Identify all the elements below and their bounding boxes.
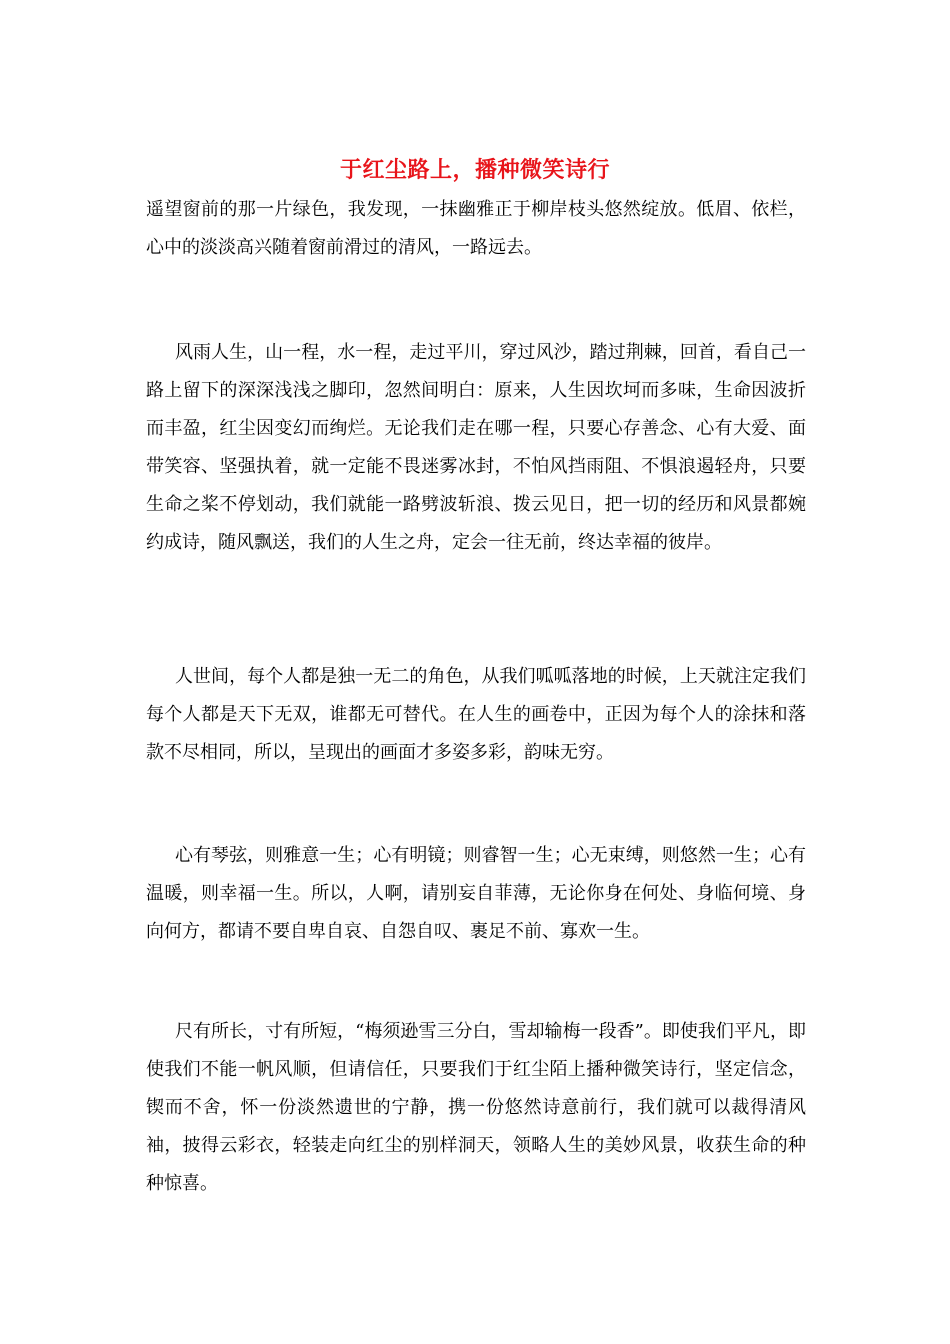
paragraph-1: 遥望窗前的那一片绿色，我发现，一抹幽雅正于柳岸枝头悠然绽放。低眉、依栏，心中的淡淡高兴随着窗前滑过的清风，一路远去。 [146, 199, 806, 258]
paragraph-2: 风雨人生，山一程，水一程，走过平川，穿过风沙，踏过荆棘，回首，看自己一路上留下的深深浅浅之脚印，忽然间明白：原来，人生因坎坷而多味，生命因波折而丰盈，红尘因变幻而绚烂。无论我们走在哪一程，只要心存善念、心有大爱、面带笑容、坚强执着，就一定能不畏迷雾冰封，不怕风挡雨阻、不惧浪遏轻舟，只要生命之桨不停划动，我们就能一路劈波斩浪、拨云见日，把一切的经历和风景都婉约成诗，随风飘送，我们的人生之舟，定会一往无前，终达幸福的彼岸。 [146, 342, 806, 553]
document-title: 于红尘路上，播种微笑诗行 [339, 157, 610, 183]
paragraph-3: 人世间，每个人都是独一无二的角色，从我们呱呱落地的时候，上天就注定我们每个人都是天下无双，谁都无可替代。在人生的画卷中，正因为每个人的涂抹和落款不尽相同，所以，呈现出的画面才多姿多彩，韵味无穷。 [146, 666, 806, 763]
paragraph-5: 尺有所长，寸有所短，“梅须逊雪三分白，雪却输梅一段香”。即使我们平凡，即使我们不能一帆风顺，但请信任，只要我们于红尘陌上播种微笑诗行，坚定信念，锲而不舍，怀一份淡然遗世的宁静，携一份悠然诗意前行，我们就可以裁得清风袖，披得云彩衣，轻装走向红尘的别样洞天，领略人生的美妙风景，收获生命的种种惊喜。 [146, 1021, 806, 1194]
paragraph-4: 心有琴弦，则雅意一生；心有明镜；则睿智一生；心无束缚，则悠然一生；心有温暖，则幸福一生。所以，人啊，请别妄自菲薄，无论你身在何处、身临何境、身向何方，都请不要自卑自哀、自怨自叹、裹足不前、寡欢一生。 [146, 845, 806, 942]
